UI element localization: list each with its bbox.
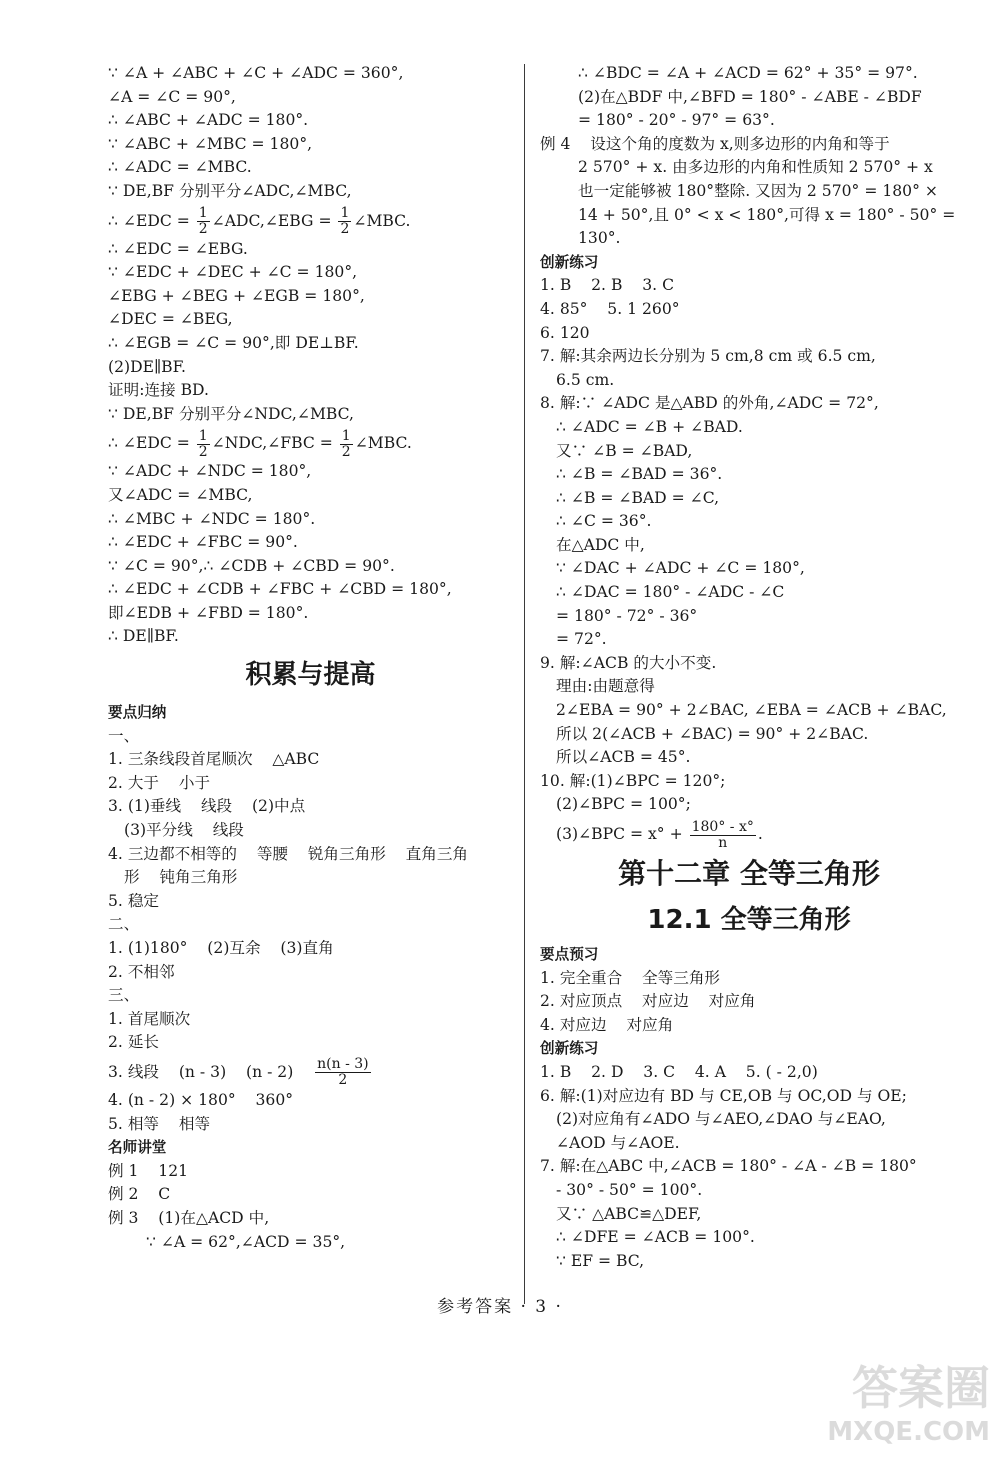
answer-line: 又∵ △ABC≌△DEF,: [556, 1204, 702, 1223]
answer-line: ∴ ∠EDC + ∠CDB + ∠FBC + ∠CBD = 180°,: [108, 580, 452, 599]
watermark-text: 答案圈: [852, 1361, 990, 1415]
answer-line: ∴ ∠B = ∠BAD = ∠C,: [556, 488, 720, 507]
answer-line: 1. 首尾顺次: [108, 1009, 191, 1028]
fraction-numerator: 1: [198, 205, 208, 222]
answer-line: 1. (1)180° (2)互余 (3)直角: [108, 939, 334, 957]
column-divider: [524, 64, 525, 1304]
answer-line: 一、: [108, 726, 140, 745]
answer-line: ∴ ∠ABC + ∠ADC = 180°.: [108, 111, 309, 130]
answer-line: 也一定能够被 180°整除. 又因为 2 570° = 180° ×: [578, 181, 938, 200]
answer-line: 理由:由题意得: [556, 677, 655, 696]
answer-line: = 180° - 72° - 36°: [556, 606, 698, 625]
answer-line: 6. 解:(1)对应边有 BD 与 CE,OB 与 OC,OD 与 OE;: [540, 1086, 907, 1105]
answer-line: (3)平分线 线段: [124, 821, 244, 840]
fraction: [315, 1057, 371, 1088]
answer-line: 三、: [108, 986, 140, 1005]
fraction-numerator: 1: [340, 205, 350, 222]
fraction-denominator: 2: [340, 221, 350, 238]
answer-line: ∵ ∠EDC + ∠DEC + ∠C = 180°,: [108, 263, 358, 282]
answer-line: ∵ ∠ABC + ∠MBC = 180°,: [108, 134, 313, 153]
answer-line: ∵ EF = BC,: [556, 1251, 645, 1270]
answer-line: 又∠ADC = ∠MBC,: [108, 485, 253, 504]
fraction-denominator: 2: [198, 443, 208, 460]
answer-line: 2. 对应顶点 对应边 对应角: [540, 992, 756, 1011]
answer-line: 即∠EDB + ∠FBD = 180°.: [108, 603, 309, 622]
fraction-denominator: 2: [198, 221, 208, 238]
answer-line: ∴ ∠DFE = ∠ACB = 100°.: [556, 1228, 755, 1247]
fraction: [197, 206, 210, 237]
page-footer: 参考答案 · 3 ·: [437, 1297, 563, 1317]
answer-line: 4. 三边都不相等的 等腰 锐角三角形 直角三角: [108, 844, 469, 863]
answer-line: 6. 120: [540, 323, 590, 342]
answer-line: 5. 稳定: [108, 891, 160, 910]
answer-line: 证明:连接 BD.: [108, 381, 209, 400]
answer-line: 4. 对应边 对应角: [540, 1015, 674, 1034]
watermark-url: MXQE.COM: [827, 1417, 990, 1447]
answer-line: - 30° - 50° = 100°.: [556, 1180, 703, 1199]
answer-line: ∵ DE,BF 分别平分∠ADC,∠MBC,: [108, 181, 352, 200]
answer-line: (2)对应角有∠ADO 与∠AEO,∠DAO 与∠EAO,: [556, 1110, 886, 1129]
fraction: [690, 820, 756, 851]
answer-line: 1. 完全重合 全等三角形: [540, 968, 721, 987]
answer-line: ∴ ∠BDC = ∠A + ∠ACD = 62° + 35° = 97°.: [578, 64, 918, 82]
subsection-label: 要点归纳: [108, 704, 167, 722]
fraction-denominator: n: [718, 834, 728, 851]
answer-line: ∴ ∠EGB = ∠C = 90°,即 DE⊥BF.: [108, 333, 359, 352]
answer-line: 2. 不相邻: [108, 962, 175, 981]
answer-line: (2)在△BDF 中,∠BFD = 180° - ∠ABE - ∠BDF: [578, 87, 922, 106]
answer-line: 7. 解:其余两边长分别为 5 cm,8 cm 或 6.5 cm,: [540, 347, 876, 366]
answer-line: 4. 85° 5. 1 260°: [540, 299, 680, 318]
subsection-label: 创新练习: [540, 1040, 599, 1058]
subsection-label: 要点预习: [540, 946, 599, 963]
answer-line: ∠A = ∠C = 90°,: [108, 87, 236, 106]
fraction: [197, 429, 210, 460]
answer-line: (2)DE∥BF.: [108, 357, 186, 376]
answer-line: [540, 817, 958, 851]
answer-line: ∠AOD 与∠AOE.: [556, 1133, 680, 1152]
fraction-denominator: 2: [338, 1072, 348, 1089]
answer-line: 6.5 cm.: [556, 370, 615, 389]
section-heading: 积累与提高: [245, 660, 376, 691]
answer-line: 130°.: [578, 229, 621, 248]
answer-line: 1. B 2. D 3. C 4. A 5. ( - 2,0): [540, 1062, 818, 1081]
line-text: ∴ ∠EDC =: [108, 211, 195, 230]
line-text: ∠NDC,∠FBC =: [211, 434, 338, 453]
line-text: ∴ ∠EDC =: [108, 434, 195, 453]
answer-line: ∵ ∠ADC + ∠NDC = 180°,: [108, 462, 312, 481]
answer-line: [108, 1055, 513, 1089]
answer-line: ∵ ∠DAC + ∠ADC + ∠C = 180°,: [556, 559, 805, 578]
answer-line: 9. 解:∠ACB 的大小不变.: [540, 653, 717, 672]
answer-line: 5. 相等 相等: [108, 1114, 211, 1133]
answer-line: [108, 426, 513, 460]
answer-line: 10. 解:(1)∠BPC = 120°;: [540, 771, 726, 790]
answer-line: 二、: [108, 915, 140, 934]
answer-line: ∴ ∠EDC = ∠EBG.: [108, 239, 248, 258]
answer-line: [108, 204, 513, 238]
answer-line: ∵ ∠C = 90°,∴ ∠CDB + ∠CBD = 90°.: [108, 556, 395, 575]
answer-line: ∵ ∠A + ∠ABC + ∠C + ∠ADC = 360°,: [108, 64, 404, 82]
line-text: (3)∠BPC = x° +: [556, 825, 688, 843]
answer-line: ∵ DE,BF 分别平分∠NDC,∠MBC,: [108, 404, 354, 423]
answer-line: 例 2 C: [108, 1185, 171, 1204]
answer-line: ∴ ∠ADC = ∠MBC.: [108, 158, 252, 177]
fraction-numerator: 1: [198, 427, 208, 444]
answer-line: (2)∠BPC = 100°;: [556, 795, 691, 814]
answer-line: 例 3 (1)在△ACD 中,: [108, 1208, 270, 1227]
answer-line: ∴ ∠MBC + ∠NDC = 180°.: [108, 509, 316, 528]
line-text: ∠MBC.: [353, 211, 411, 230]
subsection-label: 创新练习: [540, 253, 599, 271]
answer-line: = 72°.: [556, 630, 607, 649]
answer-line: ∠EBG + ∠BEG + ∠EGB = 180°,: [108, 286, 365, 305]
answer-line: 1. B 2. B 3. C: [540, 276, 675, 295]
right-column: [540, 62, 958, 1273]
answer-line: ∠DEC = ∠BEG,: [108, 310, 233, 329]
answer-line: 2 570° + x. 由多边形的内角和性质知 2 570° + x: [578, 158, 933, 177]
watermark-logo: [800, 1360, 990, 1460]
answer-line: 例 4 设这个角的度数为 x,则多边形的内角和等于: [540, 134, 890, 153]
subsection-label: 名师讲堂: [108, 1139, 167, 1157]
answer-line: ∴ ∠B = ∠BAD = 36°.: [556, 465, 723, 484]
line-text: ∠ADC,∠EBG =: [211, 211, 337, 230]
answer-line: ∴ ∠ADC = ∠B + ∠BAD.: [556, 417, 743, 436]
fraction-numerator: 180° - x°: [691, 818, 754, 835]
fraction-numerator: n(n - 3): [317, 1056, 369, 1073]
left-column: [108, 62, 513, 1254]
section-heading: 12.1 全等三角形: [647, 905, 851, 935]
answer-line: 14 + 50°,且 0° < x < 180°,可得 x = 180° - 50° =: [578, 205, 956, 224]
line-text: 3. 线段 (n - 3) (n - 2): [108, 1062, 314, 1081]
answer-line: 1. 三条线段首尾顺次 △ABC: [108, 750, 320, 769]
line-text: .: [757, 825, 763, 843]
answer-line: ∴ ∠EDC + ∠FBC = 90°.: [108, 533, 298, 552]
answer-line: 7. 解:在△ABC 中,∠ACB = 180° - ∠A - ∠B = 180°: [540, 1157, 917, 1176]
answer-line: 在△ADC 中,: [556, 535, 645, 554]
answer-line: 8. 解:∵ ∠ADC 是△ABD 的外角,∠ADC = 72°,: [540, 394, 879, 413]
answer-line: 2. 延长: [108, 1033, 160, 1052]
answer-line: 例 1 121: [108, 1161, 189, 1180]
answer-line: 形 钝角三角形: [124, 868, 238, 887]
answer-line: 2. 大于 小于: [108, 773, 211, 792]
fraction: [340, 429, 353, 460]
answer-line: ∴ DE∥BF.: [108, 627, 179, 646]
answer-line: 所以 2(∠ACB + ∠BAC) = 90° + 2∠BAC.: [556, 724, 869, 743]
answer-line: = 180° - 20° - 97° = 63°.: [578, 111, 775, 130]
fraction: [338, 206, 351, 237]
section-heading: 第十二章 全等三角形: [618, 857, 880, 890]
answer-line: 4. (n - 2) × 180° 360°: [108, 1090, 294, 1109]
fraction-numerator: 1: [341, 427, 351, 444]
answer-line: 3. (1)垂线 线段 (2)中点: [108, 797, 306, 816]
answer-line: 又∵ ∠B = ∠BAD,: [556, 441, 693, 460]
answer-line: 2∠EBA = 90° + 2∠BAC, ∠EBA = ∠ACB + ∠BAC,: [556, 701, 947, 720]
answer-line: 所以∠ACB = 45°.: [556, 748, 691, 767]
answer-line: ∵ ∠A = 62°,∠ACD = 35°,: [146, 1232, 346, 1251]
answer-line: ∴ ∠C = 36°.: [556, 512, 652, 531]
answer-line: ∴ ∠DAC = 180° - ∠ADC - ∠C: [556, 583, 785, 602]
line-text: ∠MBC.: [354, 434, 412, 453]
fraction-denominator: 2: [341, 443, 351, 460]
